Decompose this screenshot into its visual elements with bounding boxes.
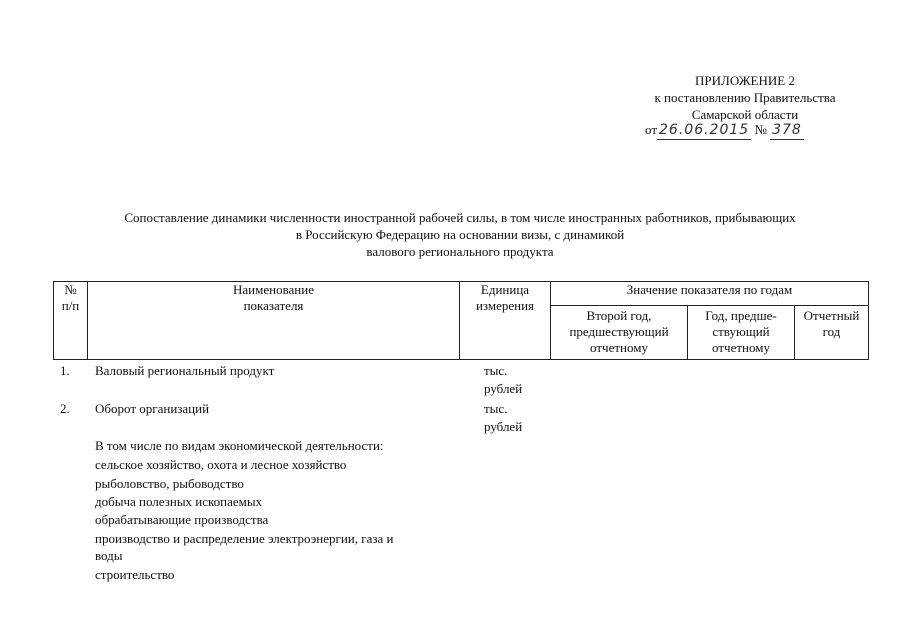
header-cell-previous-year — [688, 306, 795, 360]
sub-item-manufacturing: обрабатывающие производства — [95, 512, 269, 527]
date-prefix: от — [645, 122, 658, 137]
sub-item-energy-line-1: производство и распределение электроэнергии, газа и — [95, 531, 394, 546]
previous-year-line-2: ствующий — [712, 324, 770, 339]
second-year-line-1: Второй год, — [586, 308, 652, 323]
header-name-line-2: показателя — [243, 298, 304, 313]
header-line-2: Самарской области — [691, 107, 799, 122]
header-number-line-1: № — [64, 282, 77, 297]
header-unit-line-1: Единица — [480, 282, 530, 297]
header-name-line-1: Наименование — [233, 282, 314, 297]
header-values-group-label: Значение показателя по годам — [626, 282, 793, 297]
previous-year-line-3: отчетному — [712, 340, 770, 355]
row-1-unit-line-1: тыс. — [484, 363, 508, 378]
reporting-year-line-2: год — [822, 324, 841, 339]
row-1-unit-line-2: рублей — [484, 381, 523, 396]
document-header — [600, 72, 890, 123]
date-number-line — [645, 121, 804, 140]
row-2-name: Оборот организаций — [95, 401, 210, 416]
sub-item-fishing: рыболовство, рыбоводство — [95, 476, 244, 491]
sub-item-agriculture: сельское хозяйство, охота и лесное хозяйство — [95, 457, 347, 472]
header-cell-unit — [460, 282, 551, 360]
subsection-intro: В том числе по видам экономической деятельности: — [95, 438, 384, 453]
header-cell-reporting-year — [795, 306, 869, 360]
reporting-year-line-1: Отчетный — [803, 308, 860, 323]
second-year-line-2: предшествующий — [569, 324, 669, 339]
indicator-table-header — [53, 281, 869, 360]
title-line-3: валового регионального продукта — [366, 244, 554, 259]
row-1-name: Валовый региональный продукт — [95, 363, 275, 378]
header-cell-number — [54, 282, 88, 360]
header-cell-values-group — [551, 282, 869, 306]
header-unit-line-2: измерения — [475, 298, 535, 313]
sub-item-mining: добыча полезных ископаемых — [95, 494, 263, 509]
title-line-1: Сопоставление динамики численности иностранной рабочей силы, в том числе иностранных работников, прибывающих — [124, 210, 796, 225]
sub-item-construction: строительство — [95, 567, 175, 582]
header-cell-name — [88, 282, 460, 360]
second-year-line-3: отчетному — [590, 340, 648, 355]
row-2-number: 2. — [60, 401, 70, 416]
row-2-unit-line-2: рублей — [484, 419, 523, 434]
handwritten-date: 26.06.2015 — [659, 122, 750, 138]
row-2-unit-line-1: тыс. — [484, 401, 508, 416]
sub-item-energy-line-2: воды — [95, 548, 123, 563]
appendix-label: ПРИЛОЖЕНИЕ 2 — [695, 73, 795, 88]
header-cell-second-year — [551, 306, 688, 360]
handwritten-number: 378 — [772, 122, 802, 138]
row-1-number: 1. — [60, 363, 70, 378]
previous-year-line-1: Год, предше- — [705, 308, 777, 323]
number-prefix: № — [754, 122, 767, 137]
header-line-1: к постановлению Правительства — [654, 90, 836, 105]
document-title — [40, 209, 880, 260]
header-number-line-2: п/п — [61, 298, 80, 313]
title-line-2: в Российскую Федерацию на основании визы, с динамикой — [295, 227, 625, 242]
